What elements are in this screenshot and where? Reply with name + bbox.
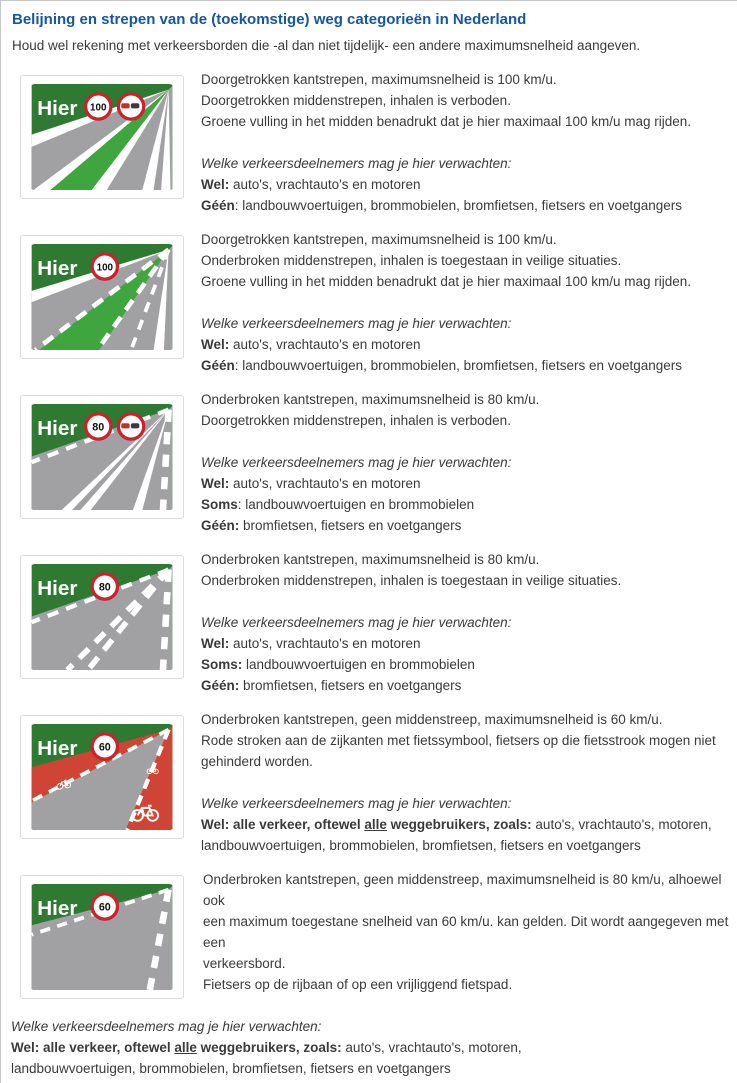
text-run: gehinderd worden. (201, 754, 313, 769)
section-text (201, 549, 729, 696)
text-run: auto's, vrachtauto's, motoren, (341, 1040, 522, 1055)
text-line (201, 111, 729, 132)
section-80-dashed (11, 549, 729, 709)
text-run: Welke verkeersdeelnemers mag je hier verwachten: (201, 796, 512, 811)
text-line (201, 675, 729, 696)
text-line (201, 195, 729, 216)
text-line (201, 271, 729, 292)
text-run: bromfietsen, fietsers en voetgangers (239, 678, 462, 693)
text-line (201, 69, 729, 90)
hier-label: Hier (37, 416, 78, 440)
section-60-plain (11, 869, 729, 1079)
text-run: Welke verkeersdeelnemers mag je hier verwachten: (201, 615, 512, 630)
text-line (11, 1058, 729, 1079)
text-line (201, 250, 729, 271)
text-line (201, 174, 729, 195)
black-car-icon (131, 423, 139, 428)
speed-limit-60-sign (92, 734, 117, 759)
svg-text:100: 100 (90, 102, 107, 114)
speed-limit-80-sign (92, 574, 117, 599)
road-100-solid-illustration (29, 84, 175, 190)
svg-text:80: 80 (92, 421, 105, 434)
text-line (201, 772, 729, 793)
text-run: Wel: alle verkeer, oftewel (11, 1040, 175, 1055)
text-line (201, 410, 729, 431)
text-run: een maximum toegestane snelheid van 60 km/u. kan gelden. Dit wordt aangegeven met een (203, 914, 729, 950)
text-run: Welke verkeersdeelnemers mag je hier verwachten: (201, 455, 512, 470)
text-line (201, 313, 729, 334)
text-run: Onderbroken kantstrepen, maximumsnelheid is 80 km/u. (201, 552, 540, 567)
text-run: Soms: (201, 657, 243, 672)
text-run: : landbouwvoertuigen, brommobielen, bromfietsen, fietsers en voetgangers (234, 358, 683, 373)
text-run: weggebruikers, zoals: (196, 1040, 342, 1055)
text-run: Welke verkeersdeelnemers mag je hier verwachten: (11, 1019, 322, 1034)
text-run: auto's, vrachtauto's en motoren (229, 476, 421, 491)
road-80-solid-illustration (29, 404, 175, 510)
page-title: Belijning en strepen van de (toekomstige) weg categorieën in Nederland (12, 11, 527, 28)
svg-text:80: 80 (98, 581, 111, 594)
text-run: auto's, vrachtauto's en motoren (229, 177, 421, 192)
text-run: Onderbroken kantstrepen, geen middenstreep, maximumsnelheid is 80 km/u, alhoewel ook (203, 872, 722, 908)
text-line (201, 654, 729, 675)
text-line (201, 633, 729, 654)
text-run: Doorgetrokken middenstrepen, inhalen is verboden. (201, 93, 511, 108)
text-run: auto's, vrachtauto's, motoren, (531, 817, 712, 832)
text-run: Groene vulling in het midden benadrukt dat je hier maximaal 100 km/u mag rijden. (201, 114, 692, 129)
text-line (201, 730, 729, 751)
hier-label: Hier (37, 576, 78, 600)
text-run: Wel: (201, 476, 230, 491)
text-line (201, 751, 729, 772)
no-overtaking-sign (118, 414, 143, 439)
text-line (201, 334, 729, 355)
text-line (201, 132, 729, 153)
text-line (201, 494, 729, 515)
hier-label: Hier (37, 736, 78, 760)
section-text (201, 69, 729, 216)
text-run: Doorgetrokken middenstrepen, inhalen is verboden. (201, 413, 511, 428)
text-run: Welke verkeersdeelnemers mag je hier verwachten: (201, 316, 512, 331)
text-run: alle (364, 817, 387, 832)
text-line (201, 814, 729, 835)
text-line (201, 153, 729, 174)
hier-label: Hier (37, 896, 78, 920)
text-run: Doorgetrokken kantstrepen, maximumsnelheid is 100 km/u. (201, 232, 557, 247)
text-run: Wel: (201, 177, 230, 192)
text-run: landbouwvoertuigen en brommobielen (242, 657, 475, 672)
section-text (201, 229, 729, 376)
speed-limit-100-sign (92, 254, 117, 279)
road-image-card (20, 75, 184, 199)
text-run: auto's, vrachtauto's en motoren (229, 636, 421, 651)
text-line (201, 355, 729, 376)
text-run: Wel: (201, 636, 230, 651)
section-100-solid (11, 69, 729, 229)
road-image-card (20, 235, 184, 359)
text-run: landbouwvoertuigen, brommobielen, bromfietsen, fietsers en voetgangers (201, 838, 641, 853)
text-run: Géén (201, 358, 235, 373)
text-run: landbouwvoertuigen, brommobielen, bromfietsen, fietsers en voetgangers (11, 1061, 451, 1076)
text-run: Wel: alle verkeer, oftewel (201, 817, 365, 832)
road-80-dashed-illustration (29, 564, 175, 670)
section-100-dashed (11, 229, 729, 389)
text-run: Géén (201, 198, 235, 213)
svg-text:100: 100 (96, 262, 114, 274)
text-run: alle (174, 1040, 197, 1055)
text-run: Groene vulling in het midden benadrukt dat je hier maximaal 100 km/u mag rijden. (201, 274, 692, 289)
text-run: Géén: (201, 678, 240, 693)
text-run: : landbouwvoertuigen en brommobielen (237, 497, 475, 512)
text-run: Welke verkeersdeelnemers mag je hier verwachten: (201, 156, 512, 171)
road-image-card (20, 715, 184, 839)
text-line (201, 229, 729, 250)
red-car-icon (121, 423, 129, 428)
svg-text:60: 60 (98, 741, 111, 754)
road-image-card (20, 875, 184, 999)
road-image-card (20, 555, 184, 679)
text-run: Rode stroken aan de zijkanten met fietssymbool, fietsers op die fietsstrook mogen niet (201, 733, 716, 748)
text-line (11, 1037, 729, 1058)
section-80-solid (11, 389, 729, 549)
section-text (201, 709, 729, 856)
text-line (201, 452, 729, 473)
text-line (201, 612, 729, 633)
text-line (201, 549, 729, 570)
hier-label: Hier (37, 96, 78, 120)
text-run: Doorgetrokken kantstrepen, maximumsnelheid is 100 km/u. (201, 72, 557, 87)
text-line (201, 389, 729, 410)
svg-text:60: 60 (98, 901, 111, 914)
road-image-card (20, 395, 184, 519)
section-60-red-strips (11, 709, 729, 869)
road-60-plain-illustration (29, 884, 175, 990)
text-run: Onderbroken kantstrepen, maximumsnelheid is 80 km/u. (201, 392, 540, 407)
text-run: Onderbroken middenstrepen, inhalen is toegestaan in veilige situaties. (201, 573, 622, 588)
text-run: auto's, vrachtauto's en motoren (229, 337, 421, 352)
speed-limit-80-sign (86, 414, 111, 439)
page-subtitle: Houd wel rekening met verkeersborden die -al dan niet tijdelijk- een andere maximumsnelheid aangeven. (12, 38, 641, 53)
road-60-red-strips-illustration (29, 724, 175, 830)
text-line (201, 591, 729, 612)
text-run: Wel: (201, 337, 230, 352)
text-line (201, 709, 729, 730)
text-run: Onderbroken kantstrepen, geen middenstreep, maximumsnelheid is 60 km/u. (201, 712, 663, 727)
sections-list (11, 69, 729, 1079)
text-line (201, 793, 729, 814)
no-overtaking-sign (118, 94, 143, 119)
text-line (201, 292, 729, 313)
text-run: Fietsers op de rijbaan of op een vrijliggend fietspad. (203, 977, 513, 992)
red-car-icon (121, 103, 129, 108)
text-run: verkeersbord. (203, 956, 286, 971)
hier-label: Hier (37, 256, 78, 280)
text-line (201, 90, 729, 111)
text-line (201, 431, 729, 452)
road-100-dashed-illustration (29, 244, 175, 350)
text-run: Soms (201, 497, 238, 512)
text-run: : landbouwvoertuigen, brommobielen, bromfietsen, fietsers en voetgangers (234, 198, 683, 213)
black-car-icon (131, 103, 139, 108)
section-text (201, 389, 729, 536)
text-run: weggebruikers, zoals: (386, 817, 532, 832)
text-line (201, 473, 729, 494)
speed-limit-100-sign (86, 94, 111, 119)
speed-limit-60-sign (92, 894, 117, 919)
text-line (11, 1016, 729, 1037)
text-run: Onderbroken middenstrepen, inhalen is toegestaan in veilige situaties. (201, 253, 622, 268)
text-run: Géén: (201, 518, 240, 533)
text-line (201, 835, 729, 856)
text-run: bromfietsen, fietsers en voetgangers (239, 518, 462, 533)
text-line (201, 515, 729, 536)
text-line (201, 570, 729, 591)
